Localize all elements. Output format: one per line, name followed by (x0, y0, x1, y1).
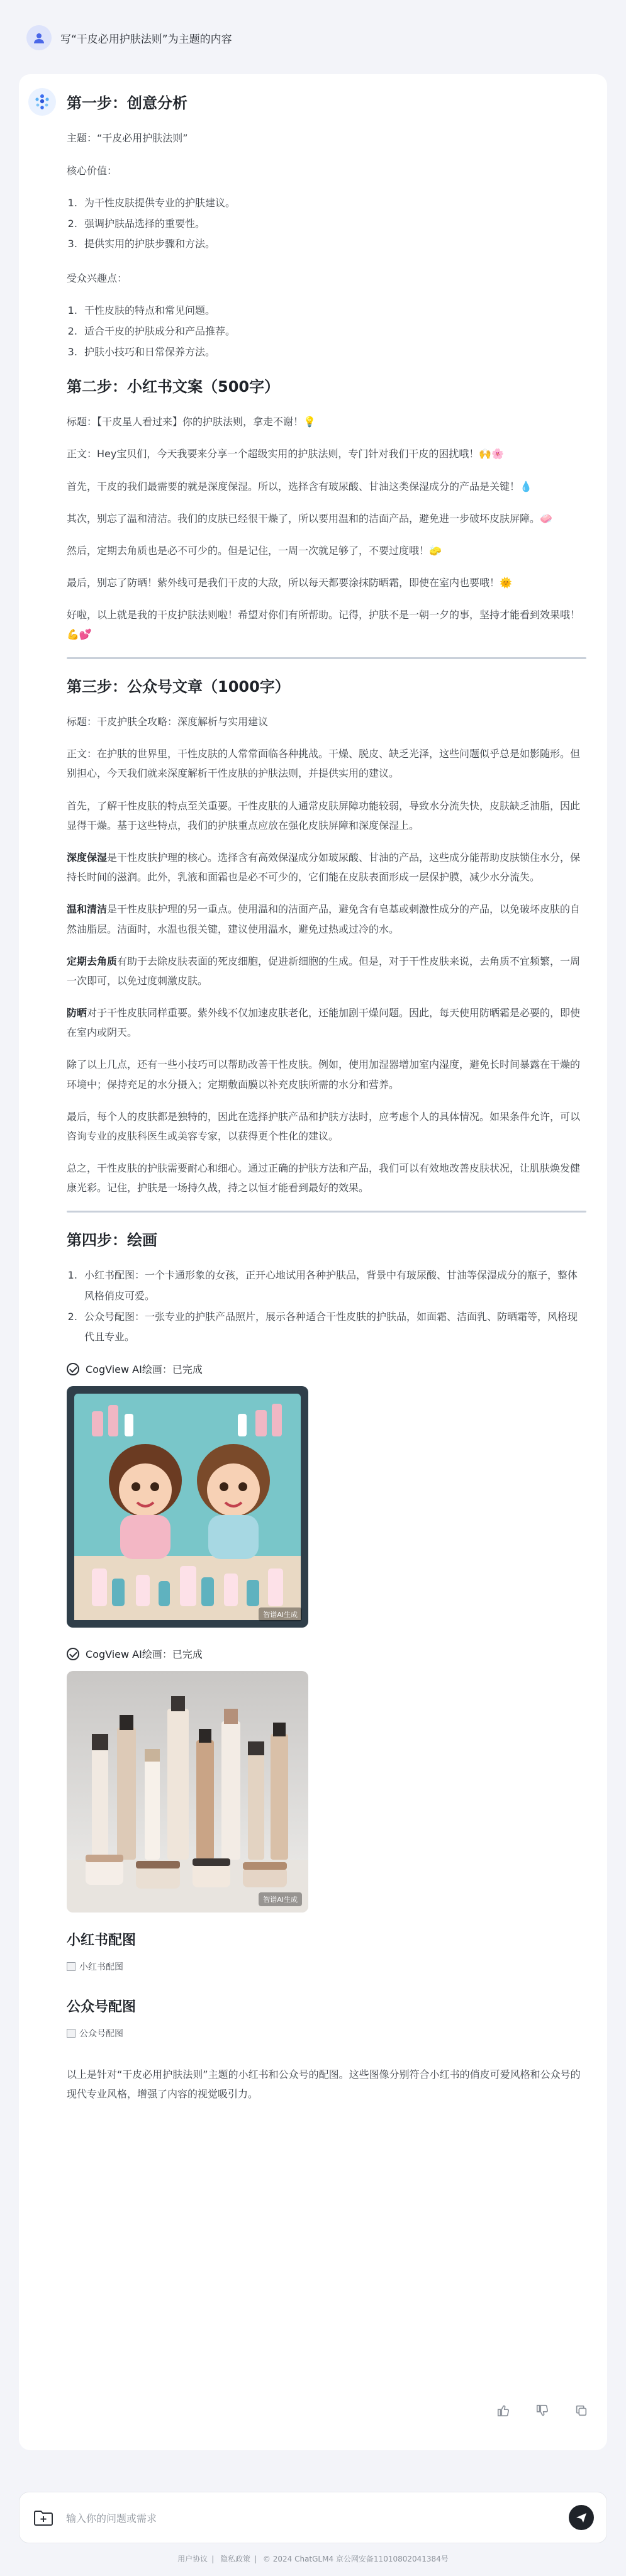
privacy-policy-link[interactable]: 隐私政策 (220, 2555, 251, 2563)
check-circle-icon (67, 1363, 79, 1375)
cartoon-girls-illustration (67, 1386, 308, 1628)
step1-topic: 主题：“干皮必用护肤法则” (67, 132, 188, 145)
user-avatar (26, 25, 52, 50)
broken-image (67, 1960, 586, 1973)
xhs-title: 标题：【干皮星人看过来】你的护肤法则，拿走不谢！💡 (67, 416, 316, 428)
core-value-list (81, 193, 586, 255)
assistant-avatar (28, 88, 56, 116)
assistant-response (19, 74, 607, 2450)
broken-image-icon (67, 2029, 75, 2038)
paragraph-text: 是干性皮肤护理的另一重点。使用温和的洁面产品，避免含有皂基或刺激性成分的产品，以免破坏皮肤的自然油脂层。洁面时，水温也很关键，建议使用温水，避免过热或过冷的水。 (67, 903, 581, 935)
gzh-paragraph (67, 848, 586, 887)
list-item: 3. 提供实用的护肤步骤和方法。 (81, 234, 586, 255)
paragraph-text: 对于干性皮肤同样重要。紫外线不仅加速皮肤老化，还能加剧干燥问题。因此，每天使用防晒霜是必要的，即使在室内或阴天。 (67, 1007, 581, 1039)
xhs-paragraph: 正文：Hey宝贝们，今天我要来分享一个超级实用的护肤法则，专门针对我们干皮的困扰哦！🙌🌸 (67, 448, 505, 460)
summary-text: 以上是针对“干皮必用护肤法则”主题的小红书和公众号的配图。这些图像分别符合小红书的俏皮可爱风格和公众号的现代专业风格，增强了内容的视觉吸引力。 (67, 2068, 581, 2100)
gzh-paragraph (67, 1003, 586, 1042)
step2-heading: 第二步：小红书文案（500字） (67, 377, 280, 396)
paragraph-lead: 防晒 (67, 1007, 87, 1019)
chat-input-bar (19, 2492, 607, 2543)
xhs-image-heading: 小红书配图 (67, 1933, 137, 1949)
message-actions (496, 2404, 588, 2418)
list-item: 2. 公众号配图：一张专业的护肤产品照片，展示各种适合干性皮肤的护肤品，如面霜、洁面乳、防晒霜等，风格现代且专业。 (81, 1307, 586, 1348)
status-text: CogView AI绘画：已完成 (86, 1648, 203, 1661)
cogview-status (67, 1646, 586, 1661)
divider (67, 657, 586, 659)
image-alt-text: 小红书配图 (79, 1962, 123, 1972)
paragraph-text: 最后，每个人的皮肤都是独特的，因此在选择护肤产品和护肤方法时，应考虑个人的具体情况。如果条件允许，可以咨询专业的皮肤科医生或美容专家，以获得更个性化的建议。 (67, 1110, 581, 1143)
paragraph-text: 总之，干性皮肤的护肤需要耐心和细心。通过正确的护肤方法和产品，我们可以有效地改善皮肤状况，让肌肤焕发健康光彩。记住，护肤是一场持久战，持之以恒才能看到最好的效果。 (67, 1162, 581, 1194)
drawing-list (81, 1265, 586, 1348)
core-value-label: 核心价值： (67, 164, 118, 177)
xhs-paragraph: 其次，别忘了温和清洁。我们的皮肤已经很干燥了，所以要用温和的洁面产品，避免进一步破坏皮肤屏障。🧼 (67, 512, 552, 525)
list-item: 2. 适合干皮的护肤成分和产品推荐。 (81, 321, 586, 342)
thumbs-up-icon[interactable] (496, 2404, 510, 2418)
broken-image (67, 2027, 586, 2040)
list-item: 2. 强调护肤品选择的重要性。 (81, 214, 586, 235)
paragraph-text: 除了以上几点，还有一些小技巧可以帮助改善干性皮肤。例如，使用加湿器增加室内湿度，避免长时间暴露在干燥的环境中；保持充足的水分摄入；定期敷面膜以补充皮肤所需的水分和营养。 (67, 1058, 581, 1091)
image-alt-text: 公众号配图 (79, 2028, 123, 2039)
paragraph-text: 是干性皮肤护理的核心。选择含有高效保湿成分如玻尿酸、甘油的产品，这些成分能帮助皮肤锁住水分，保持长时间的滋润。此外，乳液和面霜也是必不可少的，它们能在皮肤表面形成一层保护膜，减少水分流失。 (67, 851, 581, 884)
gzh-paragraph (67, 744, 586, 783)
generated-image-cartoon[interactable] (67, 1386, 308, 1628)
audience-list (81, 301, 586, 362)
xhs-paragraph: 好啦，以上就是我的干皮护肤法则啦！希望对你们有所帮助。记得，护肤不是一朝一夕的事，坚持才能看到效果哦！💪💕 (67, 609, 581, 641)
xhs-paragraph: 首先，干皮的我们最需要的就是深度保湿。所以，选择含有玻尿酸、甘油这类保湿成分的产品是关键！💧 (67, 480, 532, 492)
chat-input[interactable]: 输入你的问题或需求 (66, 2512, 157, 2524)
ai-generated-badge: 智谱AI生成 (259, 1892, 302, 1906)
user-agreement-link[interactable]: 用户协议 (177, 2555, 208, 2563)
paragraph-lead: 定期去角质 (67, 955, 118, 967)
skincare-products-photo (67, 1671, 308, 1913)
response-content (67, 93, 586, 2116)
paragraph-text: 正文：在护肤的世界里，干性皮肤的人常常面临各种挑战。干燥、脱皮、缺乏光泽，这些问题似乎总是如影随形。但别担心，今天我们就来深度解析干性皮肤的护肤法则，并提供实用的建议。 (67, 748, 581, 780)
gzh-title: 标题：干皮护肤全攻略：深度解析与实用建议 (67, 716, 269, 728)
list-item: 1. 干性皮肤的特点和常见问题。 (81, 301, 586, 321)
user-prompt: 写“干皮必用护肤法则”为主题的内容 (60, 33, 232, 46)
paragraph-text: 有助于去除皮肤表面的死皮细胞，促进新细胞的生成。但是，对于干性皮肤来说，去角质不宜频繁，一周一次即可，以免过度刺激皮肤。 (67, 955, 581, 987)
user-message (26, 25, 232, 50)
paragraph-lead: 深度保湿 (67, 851, 108, 863)
gzh-paragraph (67, 1107, 586, 1146)
xhs-paragraph: 最后，别忘了防晒！紫外线可是我们干皮的大敌，所以每天都要涂抹防晒霜，即使在室内也要哦！🌞 (67, 577, 512, 589)
send-button[interactable] (569, 2505, 594, 2530)
paragraph-lead: 温和清洁 (67, 903, 108, 916)
gzh-image-heading: 公众号配图 (67, 1999, 137, 2015)
generated-image-products[interactable] (67, 1671, 308, 1913)
page-footer: 用户协议 | 隐私政策 | © 2024 ChatGLM4 京公网安备11010802041384号 (177, 2555, 449, 2563)
list-item: 3. 护肤小技巧和日常保养方法。 (81, 342, 586, 363)
broken-image-icon (67, 1962, 75, 1971)
audience-label: 受众兴趣点： (67, 272, 128, 285)
list-item: 1. 小红书配图：一个卡通形象的女孩，正开心地试用各种护肤品，背景中有玻尿酸、甘油等保湿成分的瓶子，整体风格俏皮可爱。 (81, 1265, 586, 1307)
user-icon (33, 31, 45, 44)
ai-generated-badge: 智谱AI生成 (259, 1607, 302, 1621)
gzh-paragraph (67, 1055, 586, 1094)
list-item: 1. 为干性皮肤提供专业的护肤建议。 (81, 193, 586, 214)
check-circle-icon (67, 1648, 79, 1660)
copyright-text: © 2024 ChatGLM4 京公网安备11010802041384号 (262, 2555, 449, 2563)
cogview-status (67, 1362, 586, 1376)
paragraph-text: 首先，了解干性皮肤的特点至关重要。干性皮肤的人通常皮肤屏障功能较弱，导致水分流失快，皮肤缺乏油脂，因此显得干燥。基于这些特点，我们的护肤重点应放在强化皮肤屏障和深度保湿上。 (67, 799, 581, 831)
upload-file-icon[interactable] (33, 2509, 53, 2528)
gzh-paragraph (67, 1158, 586, 1197)
chatglm-logo-icon (33, 92, 52, 111)
gzh-paragraph (67, 796, 586, 835)
gzh-paragraph (67, 952, 586, 991)
step1-heading: 第一步：创意分析 (67, 94, 187, 112)
copy-icon[interactable] (574, 2404, 588, 2418)
step3-heading: 第三步：公众号文章（1000字） (67, 677, 290, 696)
status-text: CogView AI绘画：已完成 (86, 1363, 203, 1376)
send-icon (575, 2511, 588, 2524)
step4-heading: 第四步：绘画 (67, 1231, 157, 1249)
thumbs-down-icon[interactable] (535, 2404, 549, 2418)
gzh-paragraph (67, 899, 586, 938)
xhs-paragraph: 然后，定期去角质也是必不可少的。但是记住，一周一次就足够了，不要过度哦！🧽 (67, 544, 442, 557)
divider (67, 1211, 586, 1213)
